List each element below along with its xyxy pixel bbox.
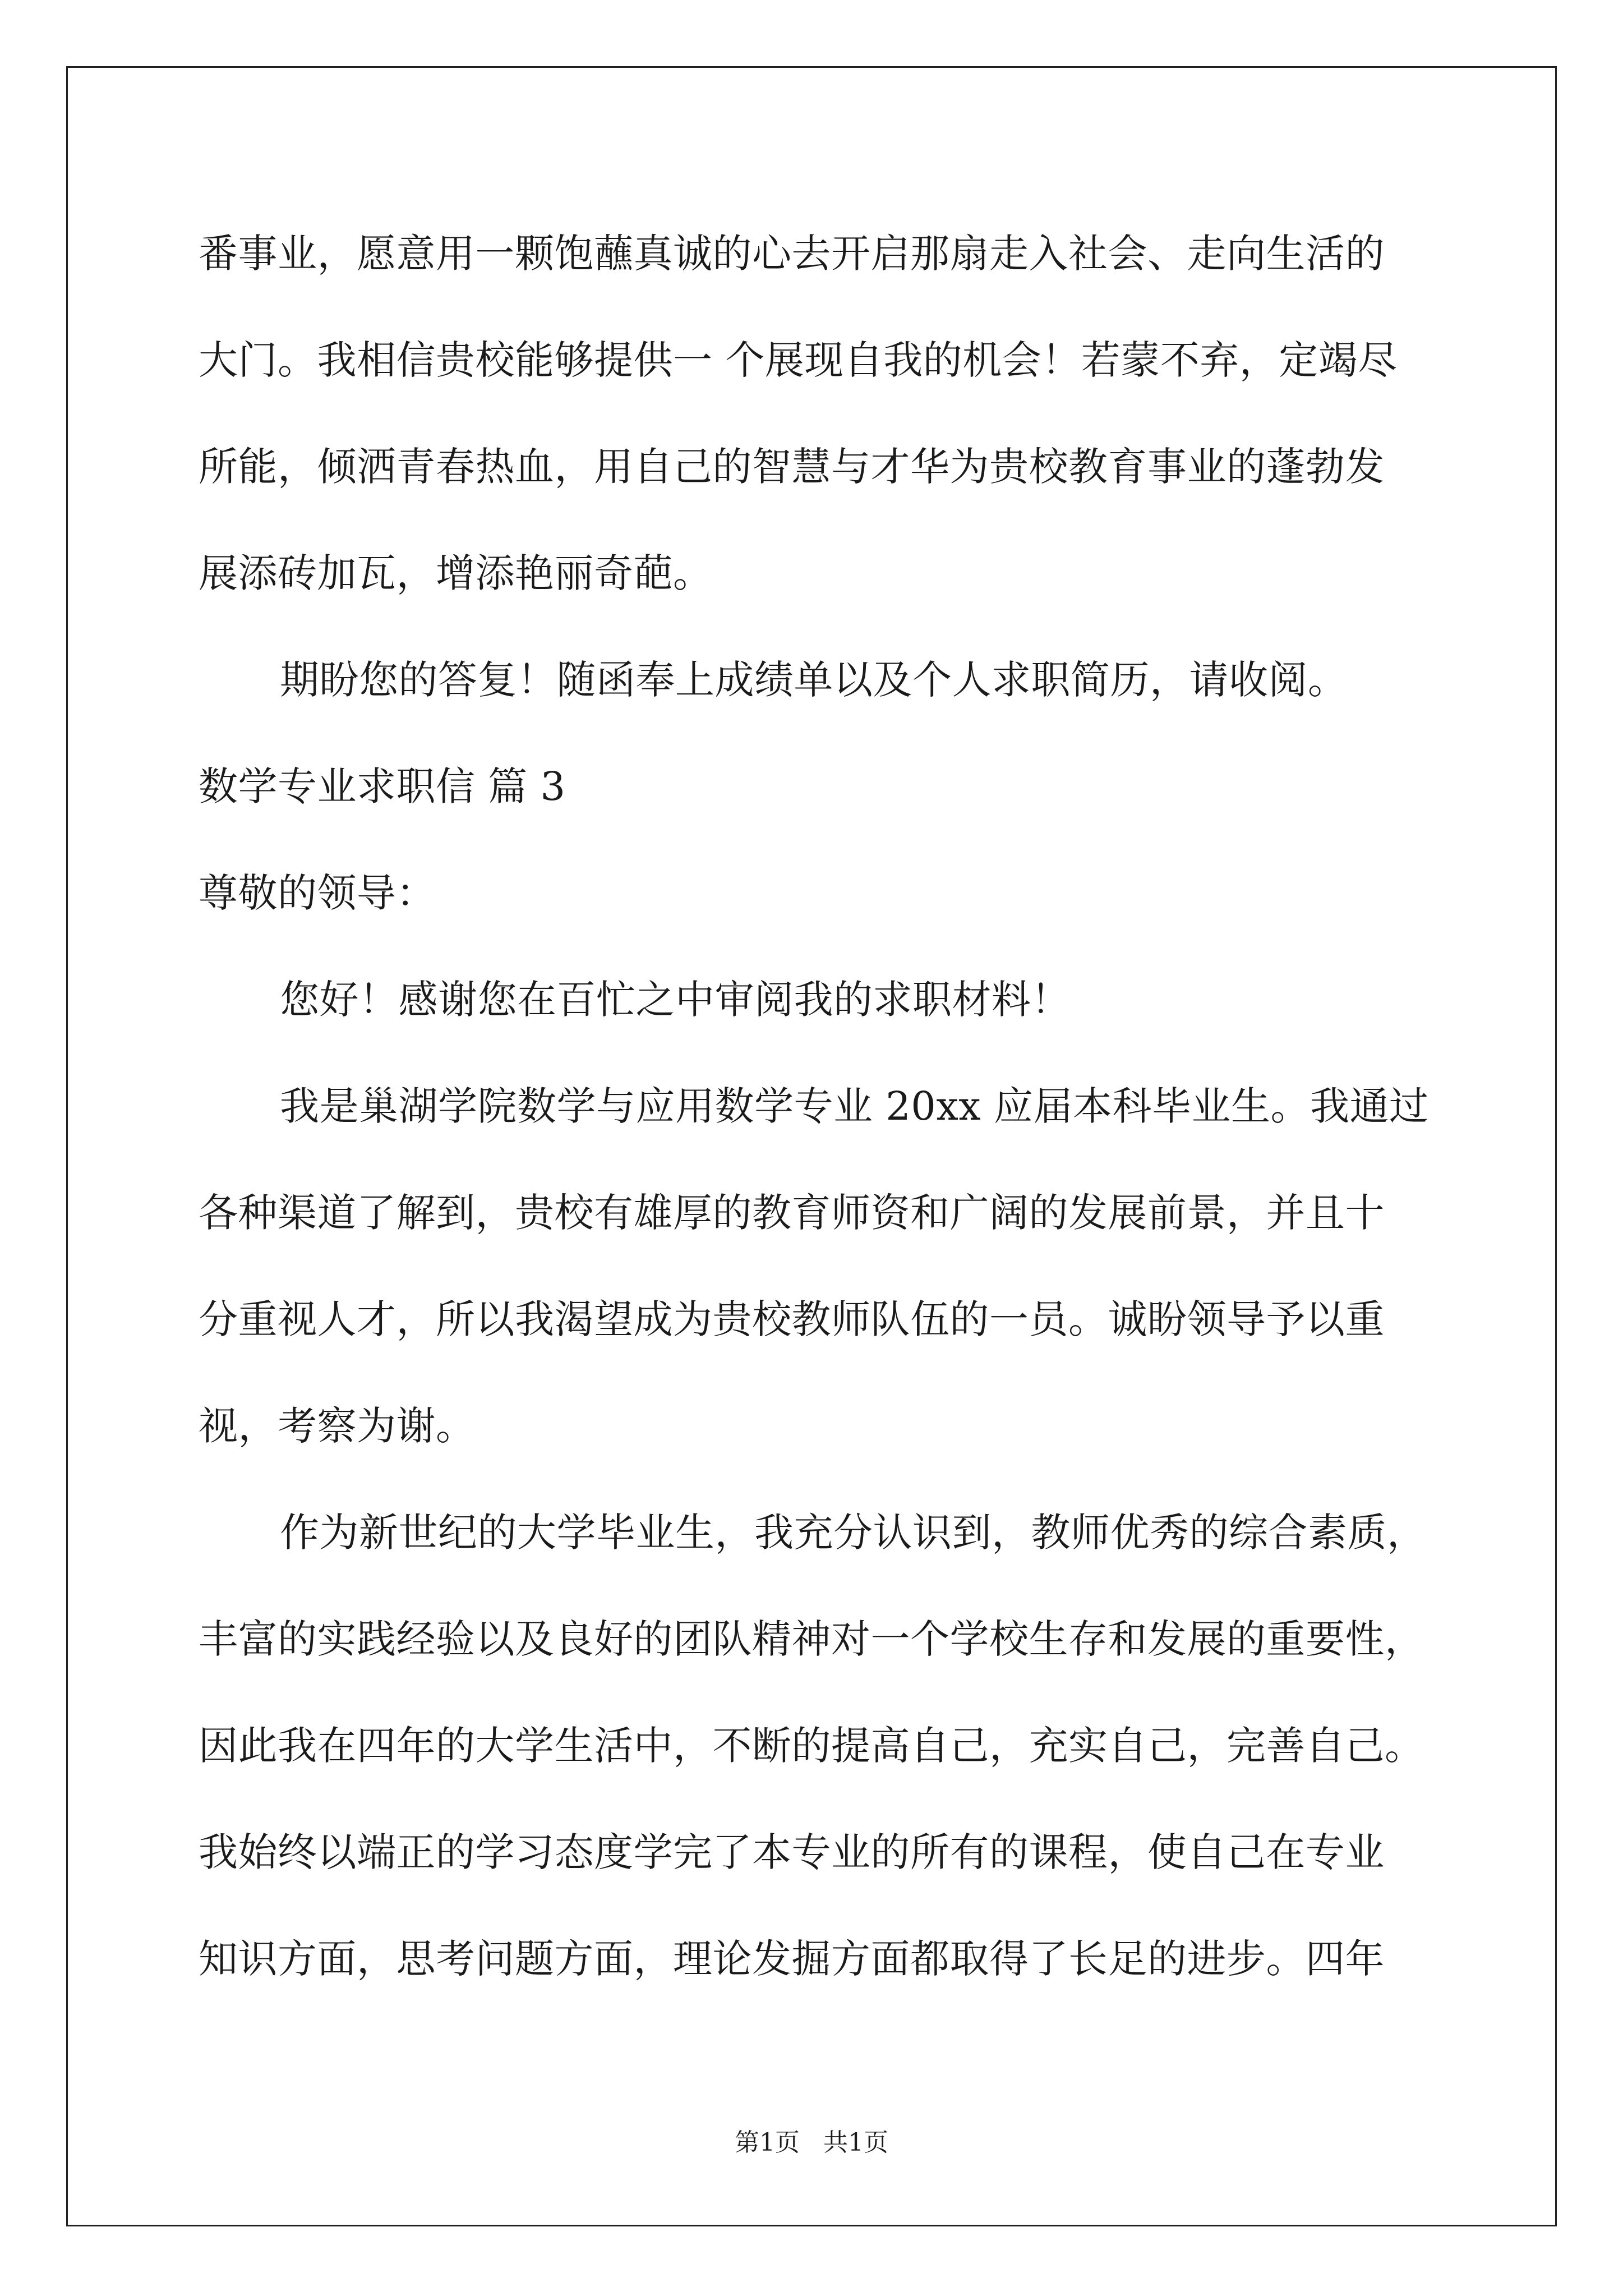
text-line: 番事业，愿意用一颗饱蘸真诚的心去开启那扇走入社会、走向生活的 — [199, 231, 1385, 277]
text-line: 分重视人才，所以我渴望成为贵校教师队伍的一员。诚盼领导予以重 — [199, 1296, 1385, 1342]
text-line: 期盼您的答复！随函奉上成绩单以及个人求职简历，请收阅。 — [280, 657, 1348, 703]
text-line: 视，考察为谢。 — [199, 1403, 476, 1449]
text-line: 知识方面，思考问题方面，理论发掘方面都取得了长足的进步。四年 — [199, 1936, 1385, 1982]
text-line: 各种渠道了解到，贵校有雄厚的教育师资和广阔的发展前景，并且十 — [199, 1190, 1385, 1236]
text-line: 因此我在四年的大学生活中，不断的提高自己，充实自己，完善自己。 — [199, 1723, 1424, 1769]
salutation: 尊敬的领导： — [199, 870, 436, 916]
text-line: 您好！感谢您在百忙之中审阅我的求职材料！ — [280, 977, 1071, 1023]
text-line: 所能，倾洒青春热血，用自己的智慧与才华为贵校教育事业的蓬勃发 — [199, 444, 1385, 490]
text-line: 丰富的实践经验以及良好的团队精神对一个学校生存和发展的重要性， — [199, 1616, 1424, 1662]
text-line: 我始终以端正的学习态度学完了本专业的所有的课程，使自己在专业 — [199, 1829, 1385, 1875]
text-line: 展添砖加瓦，增添艳丽奇葩。 — [199, 550, 713, 596]
text-line: 作为新世纪的大学毕业生，我充分认识到，教师优秀的综合素质， — [280, 1510, 1427, 1556]
text-line: 我是巢湖学院数学与应用数学专业 20xx 应届本科毕业生。我通过 — [280, 1083, 1429, 1129]
text-line: 大门。我相信贵校能够提供一 个展现自我的机会！若蒙不弃，定竭尽 — [199, 337, 1398, 383]
page-number-footer: 第1页 共1页 — [735, 2128, 888, 2157]
section-heading: 数学专业求职信 篇 3 — [199, 763, 566, 809]
document-body — [199, 214, 1427, 2026]
